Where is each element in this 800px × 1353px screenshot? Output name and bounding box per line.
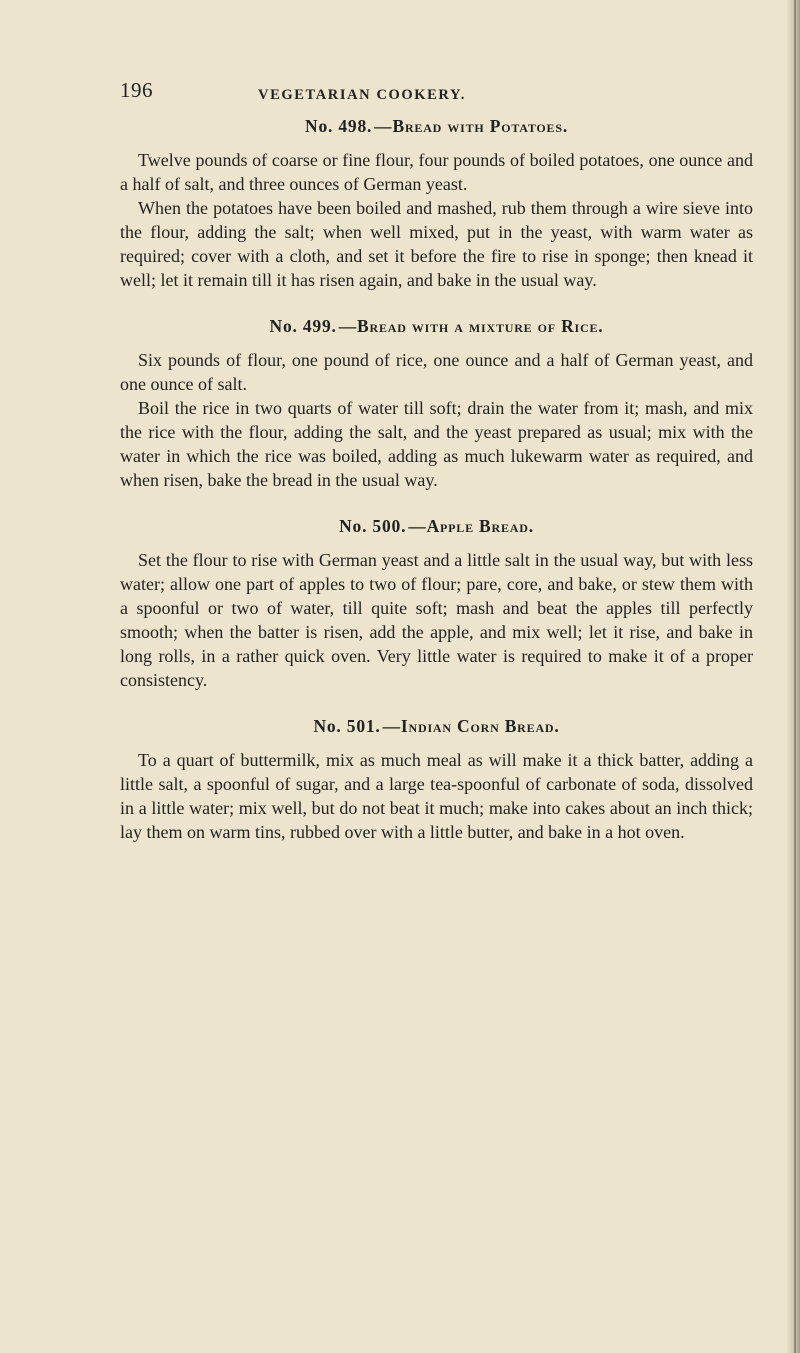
recipe-499: [120, 314, 753, 492]
spacer: [120, 492, 753, 514]
recipe-title: [120, 314, 753, 338]
recipe-number: No. 501.: [313, 716, 381, 736]
page-number: 196: [120, 78, 153, 102]
recipe-name: —Bread with a mixture of Rice.: [338, 316, 604, 336]
page-body: [120, 114, 753, 844]
recipe-number: No. 498.: [305, 116, 373, 136]
page-header: [120, 78, 760, 108]
recipe-501: [120, 714, 753, 844]
page-edge-shadow: [786, 0, 800, 1353]
recipe-title: [120, 714, 753, 738]
recipe-ingredients: Twelve pounds of coarse or fine flour, four pounds of boiled potatoes, one ounce and a half of salt, and three ounces of German yeast.: [120, 150, 753, 194]
spacer: [120, 692, 753, 714]
recipe-number: No. 500.: [339, 516, 407, 536]
recipe-name: —Apple Bread.: [408, 516, 534, 536]
recipe-method: Set the flour to rise with German yeast and a little salt in the usual way, but with less water; allow one part of apples to two of flour; pare, core, and bake, or stew them with a spoonful or two of water, till quite soft; mash and beat the apples till perfectly smooth; when the batter is risen, add the apple, and mix well; let it rise, and bake in long rolls, in a rather quick oven. Very little water is required to make it of a proper consistency.: [120, 550, 753, 690]
recipe-method: When the potatoes have been boiled and mashed, rub them through a wire sieve into the flour, adding the salt; when well mixed, put in the yeast, with warm water as required; cover with a cloth, and set it before the fire to rise in sponge; then knead it well; let it remain till it has risen again, and bake in the usual way.: [120, 198, 753, 290]
recipe-498: [120, 114, 753, 292]
page-edge-line: [794, 0, 796, 1353]
recipe-method: To a quart of buttermilk, mix as much meal as will make it a thick batter, adding a little salt, a spoonful of sugar, and a large tea-spoonful of carbonate of soda, dissolved in a little water; mix well, but do not beat it much; make into cakes about an inch thick; lay them on warm tins, rubbed over with a little butter, and bake in a hot oven.: [120, 750, 753, 842]
recipe-ingredients: Six pounds of flour, one pound of rice, one ounce and a half of German yeast, and one ounce of salt.: [120, 350, 753, 394]
recipe-500: [120, 514, 753, 692]
recipe-title: [120, 514, 753, 538]
recipe-title: [120, 114, 753, 138]
recipe-name: —Bread with Potatoes.: [374, 116, 568, 136]
recipe-number: No. 499.: [269, 316, 337, 336]
spacer: [120, 292, 753, 314]
recipe-method: Boil the rice in two quarts of water till soft; drain the water from it; mash, and mix the rice with the flour, adding the salt, and the yeast prepared as usual; mix with the water in which the rice was boiled, adding as much lukewarm water as required, and when risen, bake the bread in the usual way.: [120, 398, 753, 490]
recipe-name: —Indian Corn Bread.: [382, 716, 560, 736]
running-head: VEGETARIAN COOKERY.: [258, 87, 466, 103]
